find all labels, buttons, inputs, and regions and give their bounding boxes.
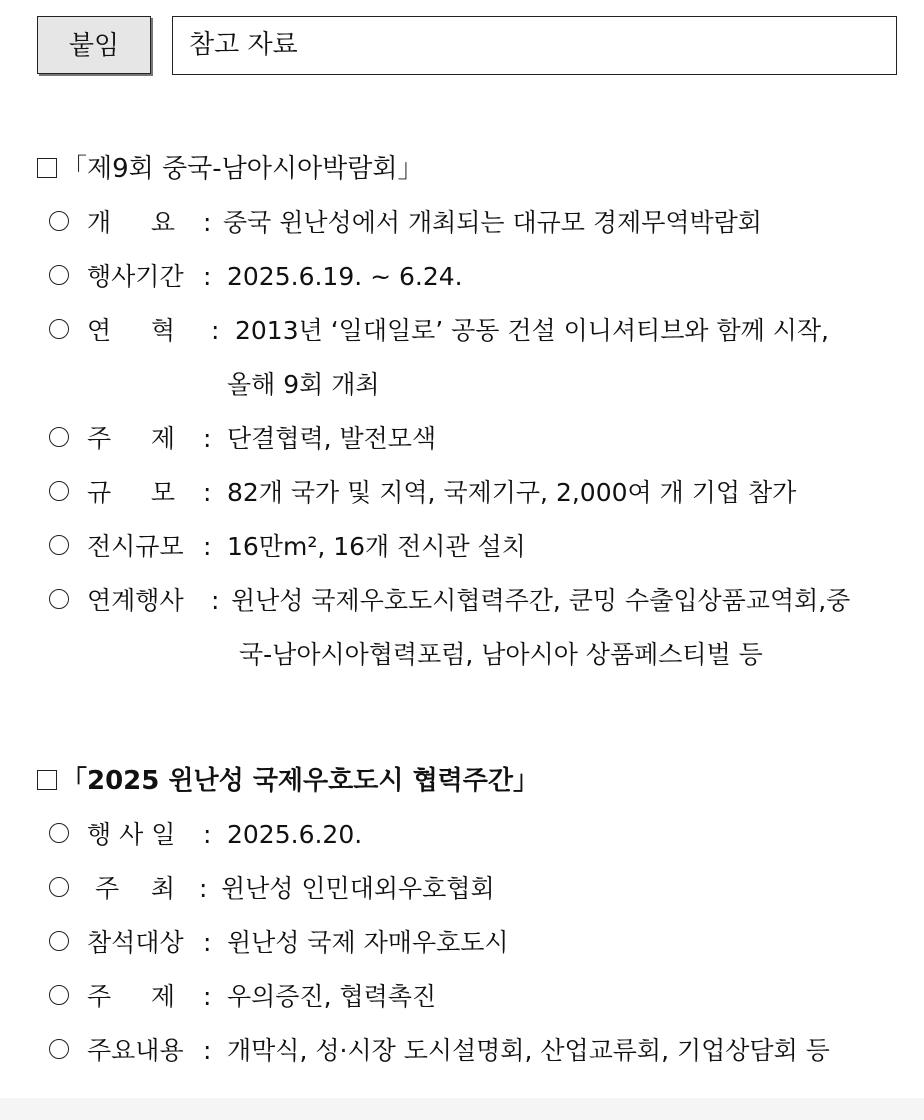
item-value: 중국 윈난성에서 개최되는 대규모 경제무역박람회 — [223, 208, 762, 237]
item-value: 윈난성 국제우호도시협력주간, 쿤밍 수출입상품교역회,중 — [231, 586, 851, 615]
colon: : — [203, 1036, 212, 1065]
colon: : — [211, 316, 220, 345]
attachment-title: 참고 자료 — [172, 16, 897, 75]
section-expo — [37, 152, 907, 186]
square-bullet-icon — [37, 770, 57, 790]
page-bottom-strip — [0, 1098, 924, 1120]
item-value: 윈난성 인민대외우호협회 — [221, 874, 495, 903]
item-label: 개 요 — [87, 208, 176, 237]
circle-bullet-icon — [49, 931, 69, 951]
item-value: 2025.6.20. — [227, 820, 363, 849]
item-label: 행사기간 — [87, 262, 184, 291]
circle-bullet-icon — [49, 823, 69, 843]
item-label: 주 제 — [87, 424, 176, 453]
section-friendship-week — [37, 764, 907, 798]
item-label: 행 사 일 — [87, 820, 176, 849]
section-title: 「2025 윈난성 국제우호도시 협력주간」 — [37, 764, 907, 798]
circle-bullet-icon — [49, 535, 69, 555]
attachment-label: 붙임 — [37, 16, 151, 74]
item-label: 주요내용 — [87, 1036, 184, 1065]
item-value-continued: 올해 9회 개최 — [227, 370, 380, 399]
item-value-continued: 국-남아시아협력포럼, 남아시아 상품페스티벌 등 — [239, 640, 763, 669]
item-value: 82개 국가 및 지역, 국제기구, 2,000여 개 기업 참가 — [227, 478, 797, 507]
colon: : — [203, 424, 212, 453]
colon: : — [203, 928, 212, 957]
colon: : — [203, 478, 212, 507]
item-label: 주 제 — [87, 982, 176, 1011]
circle-bullet-icon — [49, 265, 69, 285]
circle-bullet-icon — [49, 1039, 69, 1059]
circle-bullet-icon — [49, 589, 69, 609]
item-label: 전시규모 — [87, 532, 184, 561]
item-value: 16만m², 16개 전시관 설치 — [227, 532, 526, 561]
colon: : — [203, 982, 212, 1011]
colon: : — [211, 586, 220, 615]
attachment-header — [37, 16, 897, 76]
item-label: 연계행사 — [87, 586, 184, 615]
circle-bullet-icon — [49, 319, 69, 339]
item-value: 2025.6.19. ~ 6.24. — [227, 262, 463, 291]
item-value: 개막식, 성·시장 도시설명회, 산업교류회, 기업상담회 등 — [227, 1036, 830, 1065]
item-value: 우의증진, 협력촉진 — [227, 982, 437, 1011]
item-value: 2013년 ‘일대일로’ 공동 건설 이니셔티브와 함께 시작, — [235, 316, 829, 345]
colon: : — [203, 262, 212, 291]
colon: : — [203, 532, 212, 561]
item-label: 규 모 — [87, 478, 176, 507]
circle-bullet-icon — [49, 985, 69, 1005]
item-label: 연 혁 — [87, 316, 176, 345]
circle-bullet-icon — [49, 481, 69, 501]
square-bullet-icon — [37, 158, 57, 178]
circle-bullet-icon — [49, 211, 69, 231]
section-title: 「제9회 중국-남아시아박람회」 — [37, 152, 907, 186]
item-label: 참석대상 — [87, 928, 184, 957]
colon: : — [203, 208, 212, 237]
colon: : — [199, 874, 208, 903]
item-value: 윈난성 국제 자매우호도시 — [227, 928, 509, 957]
circle-bullet-icon — [49, 427, 69, 447]
circle-bullet-icon — [49, 877, 69, 897]
item-label: 주 최 — [95, 874, 176, 903]
colon: : — [203, 820, 212, 849]
item-value: 단결협력, 발전모색 — [227, 424, 437, 453]
